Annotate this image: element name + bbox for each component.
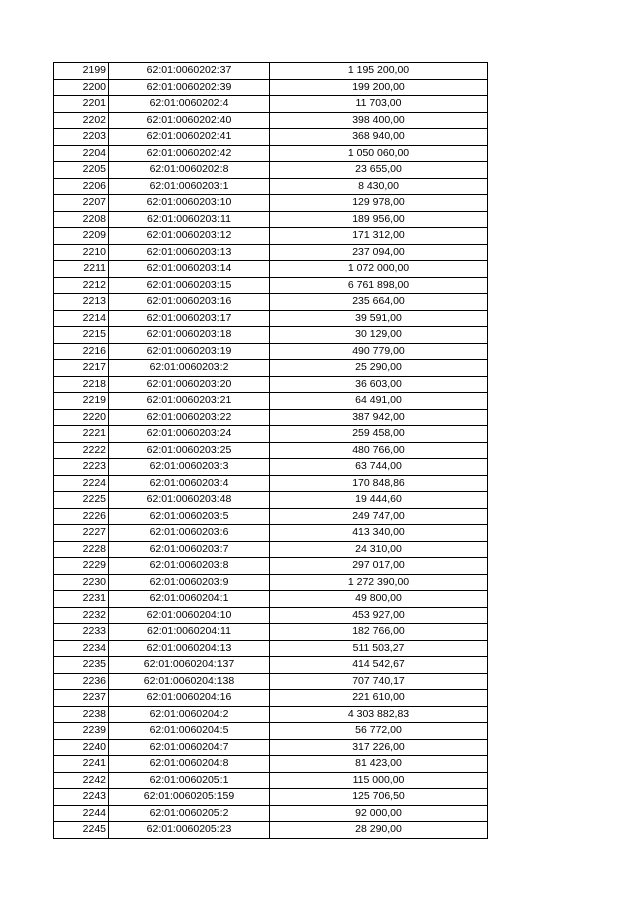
table-row [54, 756, 488, 773]
table-row [54, 426, 488, 443]
cadastral-value-cell: 4 303 882,83 [270, 706, 488, 723]
cadastral-value-cell: 414 542,67 [270, 657, 488, 674]
cadastral-number-cell: 62:01:0060205:1 [109, 772, 270, 789]
table-row [54, 772, 488, 789]
table-row [54, 558, 488, 575]
table-row [54, 723, 488, 740]
cadastral-value-cell: 249 747,00 [270, 508, 488, 525]
cadastral-number-cell: 62:01:0060203:13 [109, 244, 270, 261]
cadastral-number-cell: 62:01:0060204:138 [109, 673, 270, 690]
table-row [54, 376, 488, 393]
row-number-cell: 2224 [54, 475, 109, 492]
row-number-cell: 2202 [54, 112, 109, 129]
row-number-cell: 2236 [54, 673, 109, 690]
row-number-cell: 2210 [54, 244, 109, 261]
cadastral-number-cell: 62:01:0060203:3 [109, 459, 270, 476]
cadastral-value-cell: 317 226,00 [270, 739, 488, 756]
table-row [54, 475, 488, 492]
row-number-cell: 2216 [54, 343, 109, 360]
cadastral-value-cell: 297 017,00 [270, 558, 488, 575]
cadastral-number-cell: 62:01:0060204:5 [109, 723, 270, 740]
table-row [54, 178, 488, 195]
table-row [54, 459, 488, 476]
row-number-cell: 2203 [54, 129, 109, 146]
cadastral-value-table [53, 62, 488, 839]
cadastral-number-cell: 62:01:0060204:11 [109, 624, 270, 641]
table-row [54, 343, 488, 360]
row-number-cell: 2239 [54, 723, 109, 740]
cadastral-value-cell: 6 761 898,00 [270, 277, 488, 294]
cadastral-number-cell: 62:01:0060203:22 [109, 409, 270, 426]
row-number-cell: 2237 [54, 690, 109, 707]
table-row [54, 508, 488, 525]
cadastral-value-cell: 235 664,00 [270, 294, 488, 311]
table-row [54, 822, 488, 839]
row-number-cell: 2218 [54, 376, 109, 393]
row-number-cell: 2212 [54, 277, 109, 294]
row-number-cell: 2235 [54, 657, 109, 674]
cadastral-value-cell: 92 000,00 [270, 805, 488, 822]
cadastral-value-cell: 490 779,00 [270, 343, 488, 360]
row-number-cell: 2238 [54, 706, 109, 723]
table-row [54, 591, 488, 608]
cadastral-number-cell: 62:01:0060203:19 [109, 343, 270, 360]
table-row [54, 228, 488, 245]
cadastral-number-cell: 62:01:0060203:14 [109, 261, 270, 278]
cadastral-value-cell: 36 603,00 [270, 376, 488, 393]
table-row [54, 360, 488, 377]
row-number-cell: 2200 [54, 79, 109, 96]
table-row [54, 690, 488, 707]
row-number-cell: 2211 [54, 261, 109, 278]
row-number-cell: 2229 [54, 558, 109, 575]
table-row [54, 442, 488, 459]
row-number-cell: 2201 [54, 96, 109, 113]
row-number-cell: 2199 [54, 63, 109, 80]
cadastral-value-cell: 23 655,00 [270, 162, 488, 179]
cadastral-value-cell: 125 706,50 [270, 789, 488, 806]
cadastral-value-cell: 453 927,00 [270, 607, 488, 624]
cadastral-value-cell: 368 940,00 [270, 129, 488, 146]
cadastral-value-cell: 237 094,00 [270, 244, 488, 261]
cadastral-value-cell: 115 000,00 [270, 772, 488, 789]
cadastral-number-cell: 62:01:0060204:10 [109, 607, 270, 624]
row-number-cell: 2225 [54, 492, 109, 509]
cadastral-value-cell: 480 766,00 [270, 442, 488, 459]
cadastral-number-cell: 62:01:0060203:12 [109, 228, 270, 245]
cadastral-value-cell: 199 200,00 [270, 79, 488, 96]
cadastral-number-cell: 62:01:0060203:4 [109, 475, 270, 492]
cadastral-value-cell: 1 272 390,00 [270, 574, 488, 591]
cadastral-number-cell: 62:01:0060203:10 [109, 195, 270, 212]
cadastral-value-cell: 1 195 200,00 [270, 63, 488, 80]
table-row [54, 492, 488, 509]
cadastral-value-cell: 398 400,00 [270, 112, 488, 129]
row-number-cell: 2207 [54, 195, 109, 212]
cadastral-value-cell: 182 766,00 [270, 624, 488, 641]
table-row [54, 211, 488, 228]
row-number-cell: 2234 [54, 640, 109, 657]
table-row [54, 63, 488, 80]
row-number-cell: 2219 [54, 393, 109, 410]
row-number-cell: 2243 [54, 789, 109, 806]
table-row [54, 129, 488, 146]
cadastral-number-cell: 62:01:0060202:37 [109, 63, 270, 80]
row-number-cell: 2217 [54, 360, 109, 377]
cadastral-number-cell: 62:01:0060203:20 [109, 376, 270, 393]
cadastral-number-cell: 62:01:0060203:7 [109, 541, 270, 558]
cadastral-number-cell: 62:01:0060204:2 [109, 706, 270, 723]
cadastral-number-cell: 62:01:0060204:13 [109, 640, 270, 657]
cadastral-number-cell: 62:01:0060203:1 [109, 178, 270, 195]
table-row [54, 624, 488, 641]
table-row [54, 706, 488, 723]
cadastral-number-cell: 62:01:0060204:1 [109, 591, 270, 608]
table-row [54, 244, 488, 261]
table-row [54, 805, 488, 822]
cadastral-number-cell: 62:01:0060203:24 [109, 426, 270, 443]
row-number-cell: 2230 [54, 574, 109, 591]
table-row [54, 657, 488, 674]
cadastral-number-cell: 62:01:0060203:25 [109, 442, 270, 459]
cadastral-number-cell: 62:01:0060203:48 [109, 492, 270, 509]
table-row [54, 79, 488, 96]
cadastral-value-cell: 413 340,00 [270, 525, 488, 542]
row-number-cell: 2222 [54, 442, 109, 459]
row-number-cell: 2244 [54, 805, 109, 822]
cadastral-number-cell: 62:01:0060202:40 [109, 112, 270, 129]
cadastral-number-cell: 62:01:0060202:39 [109, 79, 270, 96]
cadastral-value-cell: 8 430,00 [270, 178, 488, 195]
cadastral-number-cell: 62:01:0060202:8 [109, 162, 270, 179]
cadastral-value-cell: 189 956,00 [270, 211, 488, 228]
table-row [54, 541, 488, 558]
cadastral-number-cell: 62:01:0060203:15 [109, 277, 270, 294]
cadastral-value-cell: 63 744,00 [270, 459, 488, 476]
row-number-cell: 2215 [54, 327, 109, 344]
cadastral-value-cell: 64 491,00 [270, 393, 488, 410]
cadastral-value-cell: 129 978,00 [270, 195, 488, 212]
cadastral-value-cell: 171 312,00 [270, 228, 488, 245]
row-number-cell: 2213 [54, 294, 109, 311]
cadastral-number-cell: 62:01:0060203:8 [109, 558, 270, 575]
table-row [54, 525, 488, 542]
table-row [54, 145, 488, 162]
row-number-cell: 2245 [54, 822, 109, 839]
table-row [54, 195, 488, 212]
table-row [54, 607, 488, 624]
cadastral-value-cell: 170 848,86 [270, 475, 488, 492]
cadastral-number-cell: 62:01:0060202:42 [109, 145, 270, 162]
table-row [54, 277, 488, 294]
row-number-cell: 2223 [54, 459, 109, 476]
cadastral-number-cell: 62:01:0060205:159 [109, 789, 270, 806]
table-row [54, 393, 488, 410]
cadastral-value-cell: 707 740,17 [270, 673, 488, 690]
cadastral-value-cell: 11 703,00 [270, 96, 488, 113]
table-row [54, 294, 488, 311]
cadastral-number-cell: 62:01:0060205:23 [109, 822, 270, 839]
row-number-cell: 2214 [54, 310, 109, 327]
cadastral-number-cell: 62:01:0060203:17 [109, 310, 270, 327]
table-row [54, 261, 488, 278]
row-number-cell: 2209 [54, 228, 109, 245]
table-row [54, 739, 488, 756]
cadastral-value-cell: 39 591,00 [270, 310, 488, 327]
cadastral-value-cell: 30 129,00 [270, 327, 488, 344]
cadastral-number-cell: 62:01:0060204:16 [109, 690, 270, 707]
row-number-cell: 2227 [54, 525, 109, 542]
cadastral-value-cell: 387 942,00 [270, 409, 488, 426]
cadastral-value-cell: 19 444,60 [270, 492, 488, 509]
row-number-cell: 2228 [54, 541, 109, 558]
table-row [54, 310, 488, 327]
table-body [54, 63, 488, 839]
cadastral-number-cell: 62:01:0060203:5 [109, 508, 270, 525]
table-row [54, 574, 488, 591]
table-row [54, 789, 488, 806]
cadastral-number-cell: 62:01:0060203:9 [109, 574, 270, 591]
cadastral-number-cell: 62:01:0060204:8 [109, 756, 270, 773]
table-row [54, 409, 488, 426]
cadastral-number-cell: 62:01:0060203:2 [109, 360, 270, 377]
table-row [54, 327, 488, 344]
cadastral-number-cell: 62:01:0060204:137 [109, 657, 270, 674]
row-number-cell: 2233 [54, 624, 109, 641]
row-number-cell: 2226 [54, 508, 109, 525]
row-number-cell: 2220 [54, 409, 109, 426]
cadastral-number-cell: 62:01:0060203:6 [109, 525, 270, 542]
row-number-cell: 2242 [54, 772, 109, 789]
cadastral-number-cell: 62:01:0060202:41 [109, 129, 270, 146]
cadastral-number-cell: 62:01:0060203:18 [109, 327, 270, 344]
cadastral-value-cell: 25 290,00 [270, 360, 488, 377]
cadastral-value-cell: 28 290,00 [270, 822, 488, 839]
table-row [54, 640, 488, 657]
row-number-cell: 2232 [54, 607, 109, 624]
cadastral-number-cell: 62:01:0060202:4 [109, 96, 270, 113]
row-number-cell: 2208 [54, 211, 109, 228]
table-row [54, 112, 488, 129]
cadastral-value-cell: 1 072 000,00 [270, 261, 488, 278]
cadastral-number-cell: 62:01:0060204:7 [109, 739, 270, 756]
table-row [54, 673, 488, 690]
table-row [54, 162, 488, 179]
table-row [54, 96, 488, 113]
cadastral-number-cell: 62:01:0060203:11 [109, 211, 270, 228]
cadastral-value-cell: 259 458,00 [270, 426, 488, 443]
cadastral-value-cell: 49 800,00 [270, 591, 488, 608]
cadastral-value-cell: 81 423,00 [270, 756, 488, 773]
row-number-cell: 2221 [54, 426, 109, 443]
row-number-cell: 2240 [54, 739, 109, 756]
cadastral-value-cell: 24 310,00 [270, 541, 488, 558]
cadastral-value-cell: 1 050 060,00 [270, 145, 488, 162]
cadastral-value-cell: 511 503,27 [270, 640, 488, 657]
row-number-cell: 2231 [54, 591, 109, 608]
cadastral-number-cell: 62:01:0060203:16 [109, 294, 270, 311]
cadastral-number-cell: 62:01:0060205:2 [109, 805, 270, 822]
cadastral-value-cell: 56 772,00 [270, 723, 488, 740]
row-number-cell: 2206 [54, 178, 109, 195]
cadastral-value-cell: 221 610,00 [270, 690, 488, 707]
row-number-cell: 2241 [54, 756, 109, 773]
row-number-cell: 2204 [54, 145, 109, 162]
cadastral-number-cell: 62:01:0060203:21 [109, 393, 270, 410]
row-number-cell: 2205 [54, 162, 109, 179]
